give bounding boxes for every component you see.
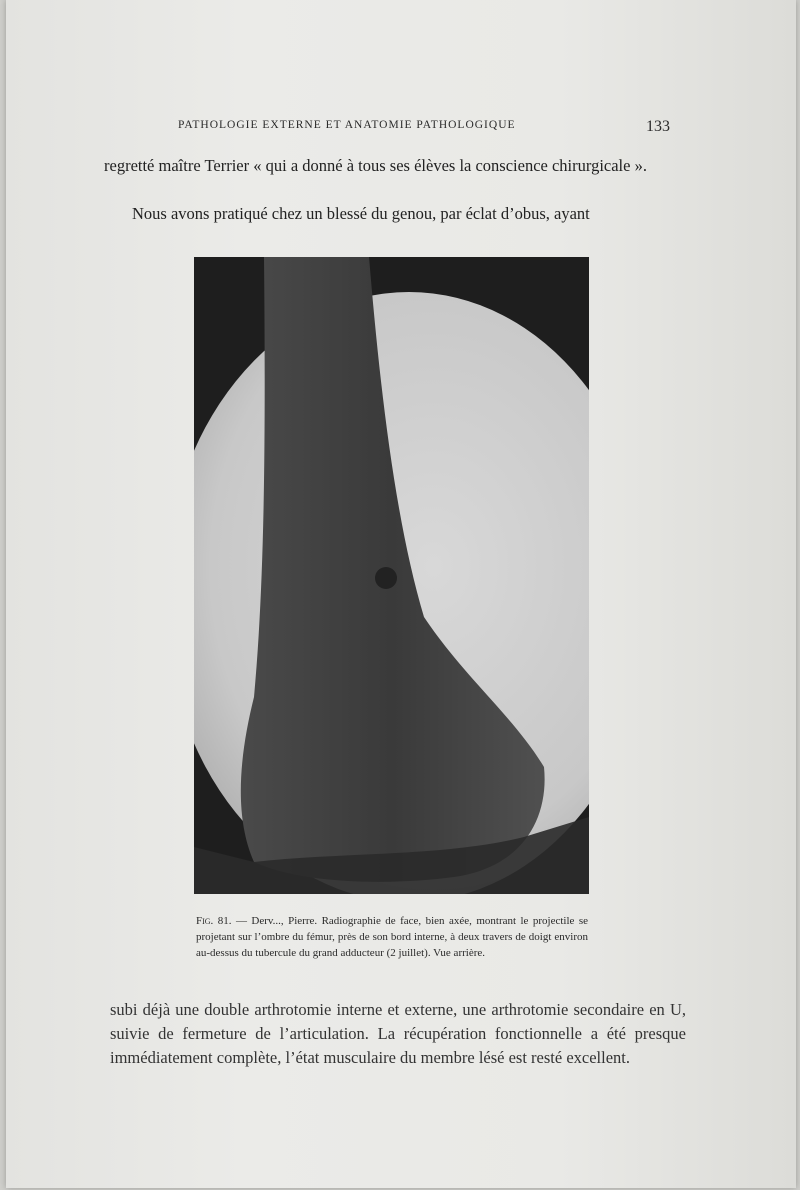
paragraph-3: subi déjà une double arthrotomie interne et externe, une arthrotomie secondaire en U, suivie de fermeture de l’articulation. La récupération fonctionnelle a été presque immédiatement complète, l’état musculaire du membre lésé est resté excellent. (110, 1000, 686, 1067)
figure-label: Fig. 81. (196, 915, 232, 927)
page-number: 133 (646, 118, 670, 135)
projectile-mark (375, 567, 397, 589)
paragraph-1: regretté maître Terrier « qui a donné à tous ses élèves la conscience chirurgicale ». (104, 156, 647, 175)
figure-caption (196, 913, 588, 961)
figure-caption-text: — Derv..., Pierre. Radiographie de face, bien axée, montrant le projectile se projetant sur l’ombre du fémur, près de son bord interne, à deux travers de doigt environ au-dessus du tubercule du grand adducteur (2 juillet). Vue arrière. (196, 915, 589, 959)
radiograph-figure (194, 257, 589, 894)
femur-radiograph (194, 257, 589, 894)
paragraph-2: Nous avons pratiqué chez un blessé du genou, par éclat d’obus, ayant (132, 204, 590, 223)
running-head: PATHOLOGIE EXTERNE ET ANATOMIE PATHOLOGIQUE (178, 119, 516, 131)
book-page (6, 0, 796, 1188)
